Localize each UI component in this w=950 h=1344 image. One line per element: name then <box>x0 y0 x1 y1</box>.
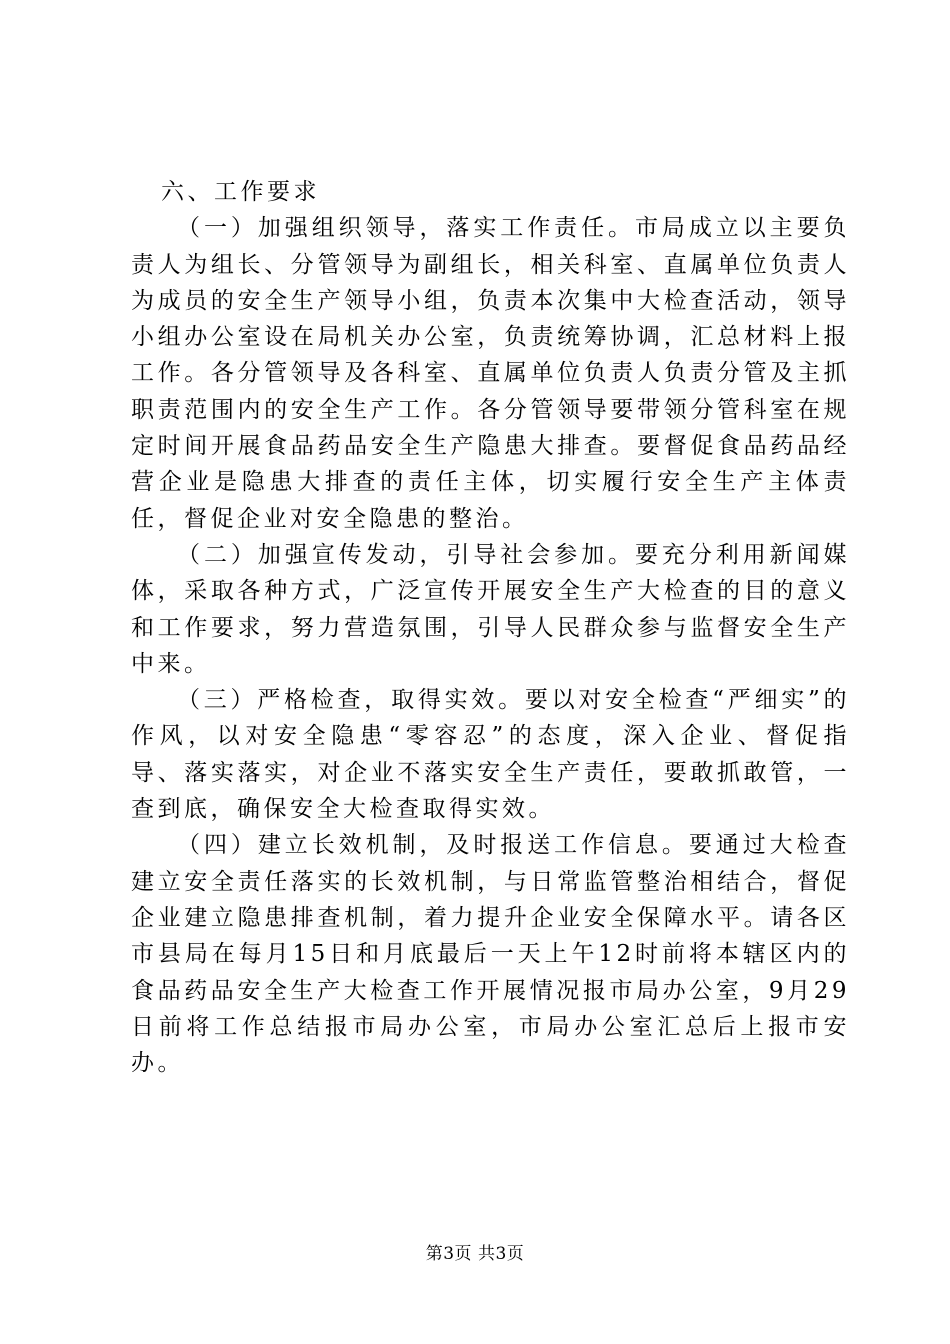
page-number-footer: 第3页 共3页 <box>425 1244 525 1264</box>
section-heading: 六、工作要求 <box>161 179 320 205</box>
paragraph-publicity: （二）加强宣传发动，引导社会参加。要充分利用新闻媒体，采取各种方式，广泛宣传开展安全生产大检查的目的意义和工作要求，努力营造氛围，引导人民群众参与监督安全生产中来。 <box>131 541 850 677</box>
paragraph-inspection: （三）严格检查，取得实效。要以对安全检查“严细实”的作风，以对安全隐患“零容忍”的态度，深入企业、督促指导、落实落实，对企业不落实安全生产责任，要敢抓敢管，一查到底，确保安全大检查取得实效。 <box>131 687 850 823</box>
paragraph-organization: （一）加强组织领导，落实工作责任。市局成立以主要负责人为组长、分管领导为副组长，相关科室、直属单位负责人为成员的安全生产领导小组，负责本次集中大检查活动，领导小组办公室设在局机关办公室，负责统筹协调，汇总材料上报工作。各分管领导及各科室、直属单位负责人负责分管及主抓职责范围内的安全生产工作。各分管领导要带领分管科室在规定时间开展食品药品安全生产隐患大排查。要督促食品药品经营企业是隐患大排查的责任主体，切实履行安全生产主体责任，督促企业对安全隐患的整治。 <box>131 215 850 532</box>
document-body <box>131 174 850 1081</box>
paragraph-mechanism: （四）建立长效机制，及时报送工作信息。要通过大检查建立安全责任落实的长效机制，与日常监管整治相结合，督促企业建立隐患排查机制，着力提升企业安全保障水平。请各区市县局在每月15日和月底最后一天上午12时前将本辖区内的食品药品安全生产大检查工作开展情况报市局办公室，9月29日前将工作总结报市局办公室，市局办公室汇总后上报市安办。 <box>131 832 850 1077</box>
